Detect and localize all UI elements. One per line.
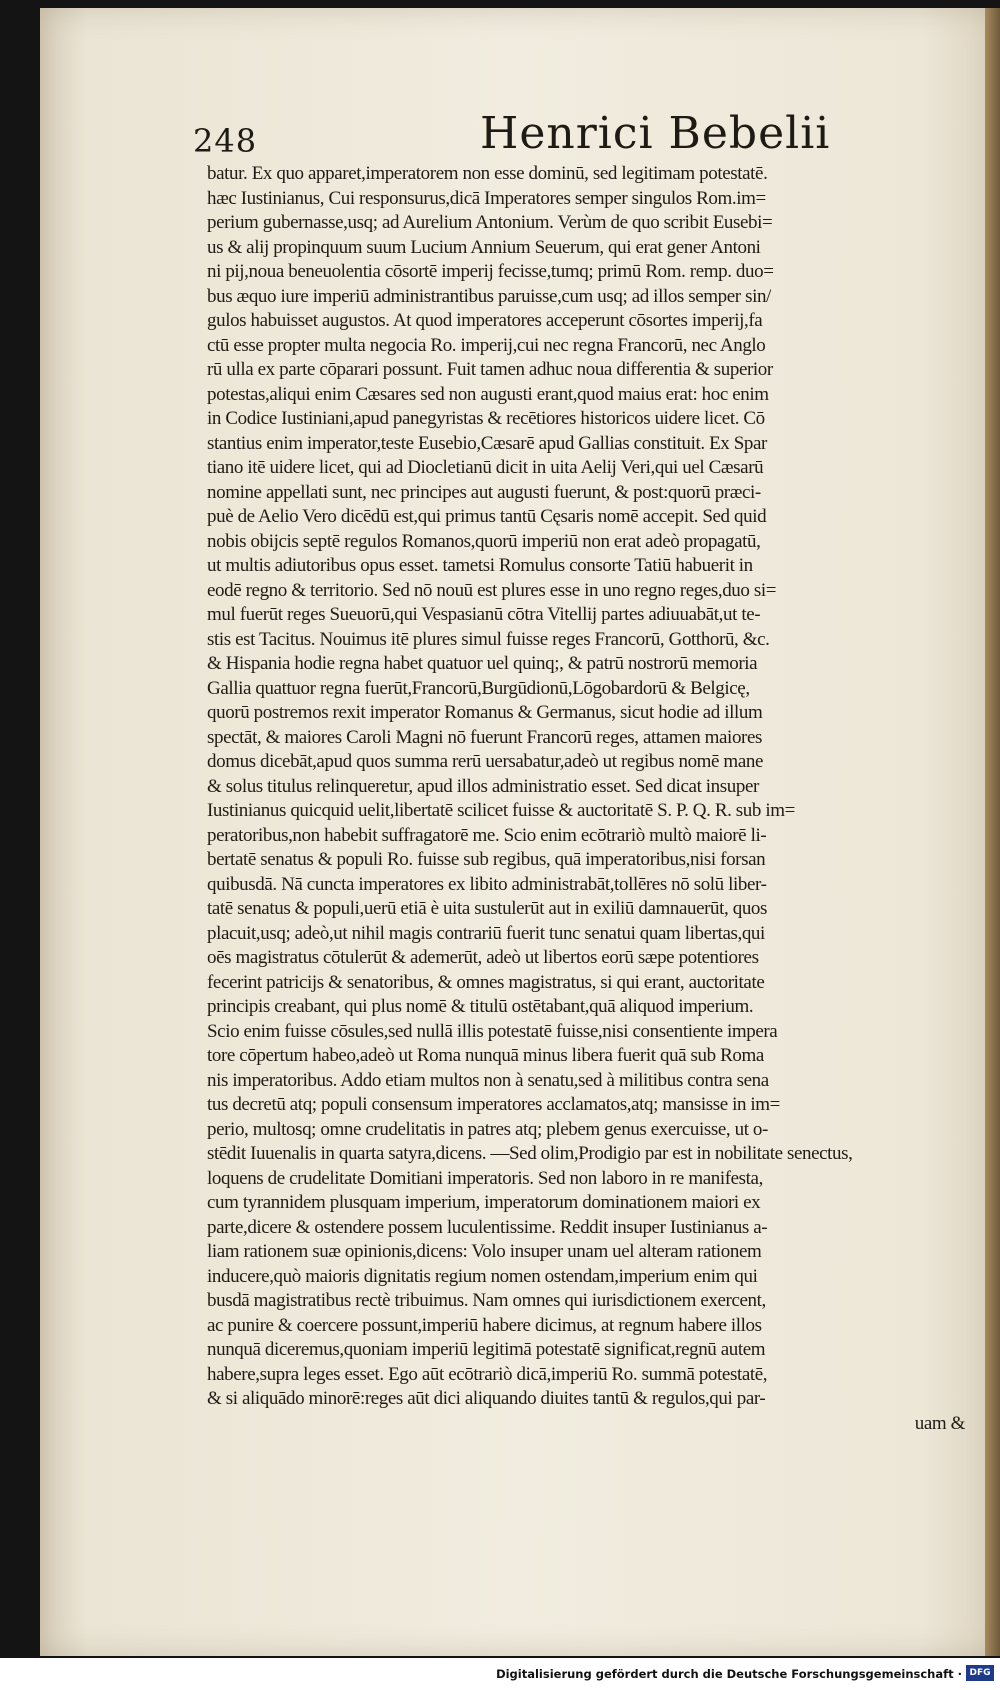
footer-credit: Digitalisierung gefördert durch die Deutsche Forschungsgemeinschaft · (496, 1667, 962, 1681)
text-line: ac punire & coercere possunt,imperiū habere dicimus, at regnum habere illos (207, 1314, 762, 1336)
text-line: domus dicebāt,apud quos summa rerū uersabatur,adeò ut regibus nomē mane (207, 751, 763, 772)
text-line: perio, multosq; omne crudelitatis in patres atq; plebem genus exercuisse, ut o- (207, 1118, 768, 1140)
text-line: ctū esse propter multa negocia Ro. imperij,cui nec regna Francorū, nec Anglo (207, 334, 766, 356)
text-line: tiano itē uidere licet, qui ad Diocletianū dicit in uita Aelij Veri,qui uel Cæsarū (207, 457, 764, 478)
page-edge (985, 8, 1000, 1656)
text-line: & Hispania hodie regna habet quatuor uel quinq;, & patrū nostrorū memoria (207, 653, 758, 674)
text-line: loquens de crudelitate Domitiani imperatoris. Sed non laboro in re manifesta, (207, 1167, 763, 1189)
text-line: potestas,aliqui enim Cæsares sed non augusti erant,quod maius erat: hoc enim (207, 383, 769, 405)
text-line: nomine appellati sunt, nec principes aut augusti fuerunt, & post:quorū præci- (207, 481, 761, 503)
text-line: us & alij propinquum suum Lucium Annium Seuerum, qui erat gener Antoni (207, 236, 761, 258)
text-line: principis creabant, qui plus nomē & titulū ostētabant,quā aliquod imperium. (207, 996, 754, 1017)
text-line: ut multis adiutoribus opus esset. tametsi Romulus consorte Tatiū habuerit in (207, 555, 753, 576)
text-line: tore cōpertum habeo,adeò ut Roma nunquā minus libera fuerit quā sub Roma (207, 1045, 764, 1066)
text-line: in Codice Iustiniani,apud panegyristas & recētiores historicos uidere licet. Cō (207, 408, 765, 429)
text-line: Scio enim fuisse cōsules,sed nullā illis potestatē fuisse,nisi consentiente impera (207, 1020, 778, 1042)
text-line: batur. Ex quo apparet,imperatorem non esse dominū, sed legitimam potestatē. (207, 163, 768, 184)
text-line: inducere,quò maioris dignitatis regium nomen ostendam,imperium enim qui (207, 1265, 758, 1287)
catchword: uam & (914, 1412, 965, 1434)
text-line: ni pij,noua beneuolentia cōsortē imperij fecisse,tumq; primū Rom. remp. duo= (207, 261, 774, 282)
text-line: bertatē senatus & populi Ro. fuisse sub regibus, quā imperatoribus,nisi forsan (207, 849, 766, 870)
text-line: tus decretū atq; populi consensum imperatores acclamatos,atq; mansisse in im= (207, 1094, 780, 1115)
text-line: gulos habuisset augustos. At quod imperatores acceperunt cōsortes imperij,fa (207, 310, 763, 331)
text-line: bus æquo iure imperiū administrantibus paruisse,cum usq; ad illos semper sin/ (207, 285, 771, 307)
text-line: busdā magistratibus rectè tribuimus. Nam omnes qui iurisdictionem exercent, (207, 1290, 766, 1311)
text-line: Gallia quattuor regna fuerūt,Francorū,Burgūdionū,Lōgobardorū & Belgicę, (207, 677, 750, 699)
text-line: parte,dicere & ostendere possem luculentissime. Reddit insuper Iustinianus a- (207, 1216, 768, 1238)
page-number: 248 (193, 122, 258, 160)
text-line: placuit,usq; adeò,ut nihil magis contrariū fuerit tunc senatui quam libertas,qui (207, 922, 765, 944)
text-line: spectāt, & maiores Caroli Magni nō fuerunt Francorū reges, attamen maiores (207, 726, 762, 748)
text-line: stis est Tacitus. Nouimus itē plures simul fuisse reges Francorū, Gotthorū, &c. (207, 628, 770, 650)
text-line: eodē regno & territorio. Sed nō nouū est plures esse in uno regno reges,duo si= (207, 579, 777, 601)
text-line: hæc Iustinianus, Cui responsurus,dicā Imperatores semper singulos Rom.im= (207, 187, 766, 209)
text-line: tatē senatus & populi,uerū etiā è uita sustulerūt aut in exiliū damnauerūt, quos (207, 898, 768, 919)
text-line: cum tyrannidem plusquam imperium, imperatorum dominationem maiori ex (207, 1192, 761, 1213)
text-block (207, 162, 965, 1436)
text-line: puè de Aelio Vero dicēdū est,qui primus tantū Cęsaris nomē accepit. Sed quid (207, 506, 767, 527)
text-line: & solus titulus relinqueretur, apud illos administratio esset. Sed dicat insuper (207, 775, 759, 797)
text-line: & si aliquādo minorē:reges aūt dici aliquando diuites tantū & regulos,qui par- (207, 1388, 766, 1409)
text-line: peratoribus,non habebit suffragatorē me. Scio enim ecōtrariò multò maiorē li- (207, 824, 767, 846)
text-line: liam rationem suæ opinionis,dicens: Volo insuper unam uel alteram rationem (207, 1241, 762, 1262)
text-line: nis imperatoribus. Addo etiam multos non à senatu,sed à militibus contra sena (207, 1069, 769, 1091)
text-line: quorū postremos rexit imperator Romanus & Germanus, sicut hodie ad illum (207, 702, 763, 723)
text-line: fecerint patricijs & senatoribus, & omnes magistratus, si qui erant, auctoritate (207, 971, 765, 993)
text-line: rū ulla ex parte cōparari possunt. Fuit tamen adhuc noua differentia & superior (207, 359, 773, 380)
text-line: nunquā diceremus,quoniam imperiū legitimā potestatē significat,regnū autem (207, 1339, 766, 1360)
dfg-logo: DFG (966, 1665, 994, 1681)
text-line: oēs magistratus cōtulerūt & ademerūt, adeò ut libertos eorū sæpe potentiores (207, 947, 759, 968)
text-line: quibusdā. Nā cuncta imperatores ex libito administrabāt,tollēres nō solū liber- (207, 873, 767, 895)
text-line: nobis obijcis septē regulos Romanos,quorū imperiū non erat adeò propagatū, (207, 530, 761, 552)
text-line: perium gubernasse,usq; ad Aurelium Antonium. Verùm de quo scribit Eusebi= (207, 212, 773, 233)
text-line: stēdit Iuuenalis in quarta satyra,dicens. —Sed olim,Prodigio par est in nobilitate senectus, (207, 1143, 853, 1164)
text-line: habere,supra leges esset. Ego aūt ecōtrariò dicā,imperiū Ro. summā potestatē, (207, 1363, 768, 1385)
text-line: Iustinianus quicquid uelit,libertatē scilicet fuisse & auctoritatē S. P. Q. R. sub im= (207, 800, 795, 821)
text-line: stantius enim imperator,teste Eusebio,Cæsarē apud Gallias constituit. Ex Spar (207, 432, 767, 454)
running-head: Henrici Bebelii (480, 108, 831, 159)
text-line: mul fuerūt reges Sueuorū,qui Vespasianū cōtra Vitellij partes adiuuabāt,ut te- (207, 604, 761, 625)
